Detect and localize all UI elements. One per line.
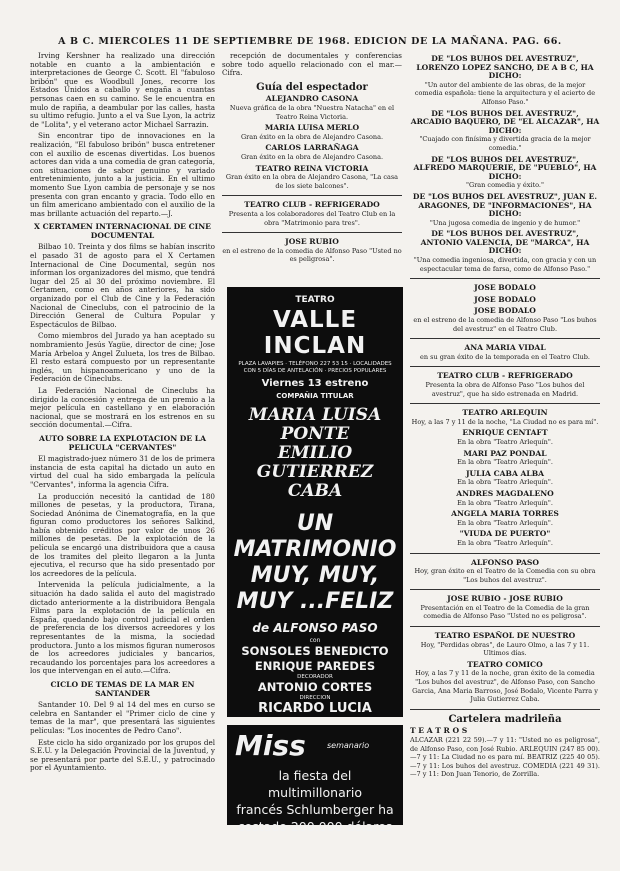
ad-theater-info: PLAZA LAVAPIES · TELÉFONO 227 53 15 · LOCALIDADES CON 5 DÍAS DE ANTELACIÓN · PRECIOS POPULARES <box>238 361 392 374</box>
divider <box>222 232 402 233</box>
guide-entry-desc: Gran éxito en la obra de Alejandro Casona, "La casa de los siete balcones". <box>225 173 399 190</box>
actor-desc: en el estreno de la comedia de Alfonso Paso "Los buhos del avestruz" en el Teatro Club. <box>413 316 597 333</box>
article-paragraph: El magistrado-juez número 31 de los de primera instancia de esta capital ha dictado un auto en virtud del cual ha sido embargada la película "Cervantes", informa la agencia Cifra. <box>30 454 215 489</box>
column-middle <box>222 52 402 312</box>
ad-company: COMPAÑIA TITULAR <box>276 392 354 400</box>
actor-name: ANA MARIA VIDAL <box>464 343 546 353</box>
article-paragraph: Sin encontrar tipo de innovaciones en la realización, "El fabuloso bribón" busca entretener con el auxilio de escenas divertidas. Los buenos actores dan vida a una comedia de gran categoría, con situaciones de sabor genuino y variado entretenimiento, junto a la justicia. En el ultimo momento Sue Lyon cambia de personaje y se nos presenta con gran encanto y gracia. Todo ello en un film americano ambientado con el auxilio de la mas brillante actuación del reparto.—J. <box>30 131 215 218</box>
ad-cast-member: SONSOLES BENEDICTO <box>241 644 389 658</box>
magazine-headline-line: costado 200.000 dólares <box>237 819 393 834</box>
actor-desc: Presentación en el Teatro de la Comedia de la gran comedia de Alfonso Paso "Usted no es peligrosa". <box>420 603 590 621</box>
article-paragraph: La Federación Nacional de Cineclubs ha dirigido la concesión y entrega de un premio a la mejor película en castellano y en elaboración nacional, que se mostrará en los estrenos en su sección documental.—Cifra. <box>30 385 215 430</box>
review-quote: "Gran comedia y éxito." <box>466 181 544 190</box>
theater-name: TEATRO CLUB - REFRIGERADO <box>437 371 573 381</box>
guide-entry-desc: Gran éxito en la obra de Alejandro Casona. <box>240 152 384 161</box>
listings-section: T E A T R O S <box>410 726 468 736</box>
actor-name: ENRIQUE CENTAFT <box>462 428 548 438</box>
divider <box>410 366 600 367</box>
divider <box>410 709 600 710</box>
ad-theater-label: TEATRO <box>295 295 335 305</box>
actor-name: JULIA CABA ALBA <box>465 468 545 478</box>
theater-desc: Hoy, a las 7 y 11 de la noche, "La Ciudad no es para mí". <box>411 417 599 426</box>
article-paragraph: Bilbao 10. Treinta y dos films se habían inscrito el pasado 31 de agosto para el X Certamen Internacional de Cine Documental, según nos informan los organizadores del mismo, que tendrá lugar del 25 al 30 del próximo noviembre. El Certamen, como en años anteriores, ha sido organizado por el Club de Cine y la Federación Nacional de Cineclubs, con el patrocinio de la Dirección General de Cultura Popular y Espectáculos de Bilbao. <box>30 242 215 329</box>
actor-name: ANDRES MAGDALENO <box>456 488 554 498</box>
review-quote-heading: DE "LOS BUHOS DEL AVESTRUZ", LORENZO LOPEZ SANCHO, DE A B C, HA DICHO: <box>416 54 594 81</box>
article-headline: X CERTAMEN INTERNACIONAL DE CINE DOCUMENTAL <box>34 222 211 240</box>
guide-entry-name: TEATRO CLUB - REFRIGERADO <box>244 200 380 210</box>
ad-author: de ALFONSO PASO <box>252 621 378 635</box>
divider <box>410 403 600 404</box>
guide-entry-desc: Presenta a los colaboradores del Teatro Club en la obra "Matrimonio para tres". <box>228 209 396 227</box>
ad-theater-name: VALLE INCLAN <box>263 307 367 359</box>
magazine-advertisement <box>227 725 403 834</box>
listings-text: ALCAZAR (221 22 59).—7 y 11: "Usted no es peligrosa", de Alfonso Paso, con José Rubio. ARLEQUIN (247 85 00).—7 y 11: La Ciudad no es para mí. BEATRIZ (225 40 05).—7 y 11: Los buhos del avestruz. COMEDIA (221 49 31).—7 y 11: Don Juan Tenorio, de Zorrilla. <box>410 736 600 779</box>
play-desc: En la obra "Teatro Arlequín". <box>457 538 553 547</box>
ad-decorator: ANTONIO CORTES <box>257 680 373 694</box>
ad-star-name: MARIA LUISA PONTE <box>248 405 382 444</box>
actor-desc: En la obra "Teatro Arlequín". <box>457 498 553 507</box>
review-quote: "Una jugosa comedia de ingenio y de humor." <box>429 218 581 227</box>
ad-director: RICARDO LUCIA <box>258 701 372 716</box>
column-right <box>410 52 600 852</box>
article-headline: AUTO SOBRE LA EXPLOTACION DE LA PELICULA "CERVANTES" <box>38 433 207 452</box>
divider <box>410 553 600 554</box>
review-quote-heading: DE "LOS BUHOS DEL AVESTRUZ", JUAN E. ARAGONES, DE "INFORMACIONES", HA DICHO: <box>412 191 598 219</box>
divider <box>410 338 600 339</box>
guide-entry-name: MARIA LUISA MERLO <box>264 123 360 133</box>
article-headline: CICLO DE TEMAS DE LA MAR EN SANTANDER <box>50 679 195 698</box>
article-paragraph: La producción necesitó la cantidad de 180 millones de pesetas, y la productora, Tirana, Sociedad Anónima de Cinematografía, en la que figuran como productores los señores Salkind, había obtenido créditos por valor de unos 26 millones de pesetas. De la explotación de la película se encargó una distribuidora que a causa de los tramites del pleito llegaron a la Junta ejecutiva, el recurso que ha sido presentado por los acreedores de la película. <box>30 491 215 578</box>
theater-name: TEATRO ARLEQUIN <box>462 408 548 418</box>
article-paragraph: Irving Kershner ha realizado una dirección notable en cuanto a la ambientación e interpretaciones de George C. Scott. El "fabuloso bribón" que es Woodbull Jones, recorre los Estados Unidos a caballo y engaña a cuantas personas caen en su camino. Se le encuentra en mulo de rapiña, a deambular por las calles, hasta su ultimo refugio. Junto a el va Sue Lyon, la actriz de "Lolita", y el veterano actor Michael Sarrazin. <box>30 52 215 129</box>
play-name: "VIUDA DE PUERTO" <box>459 529 551 539</box>
review-quote: "Cuajado con finísima y divertida gracia de la mejor comedia." <box>419 135 591 152</box>
guide-entry-name: TEATRO REINA VICTORIA <box>255 163 369 173</box>
guide-title: Guía del espectador <box>256 81 368 93</box>
article-paragraph: Como miembros del Jurado ya han aceptado su nombramiento Jesús Yagüe, director de cine; Jose María Arbeloa y Angel Zulueta, los tres de Bilbao. El resto estará compuesto por un representante inglés, un hispanoamericano y uno de la Federación de Cineclubs. <box>30 331 215 384</box>
article-paragraph: Intervenida la película judicialmente, a la situación ha dado salida el auto del magistrado dictado anteriormente a la distribuidora Bengala Films para la explotación de la película en España, quedando bajo control judicial el orden de preferencia de los diversos acreedores y los representantes de la misma, la sociedad productora. Junto a los mismos figuran numerosos de los acreedores judiciales y bancarios, recaudando los porcentajes para los acreedores a los que intervengan en el auto.—Cifra. <box>30 580 215 676</box>
review-quote-heading: DE "LOS BUHOS DEL AVESTRUZ", ANTONIO VALENCIA, DE "MARCA", HA DICHO: <box>420 229 590 256</box>
review-quote-heading: DE "LOS BUHOS DEL AVESTRUZ", ALFREDO MARQUERIE, DE "PUEBLO", HA DICHO: <box>413 154 597 181</box>
theater-advertisement <box>227 287 403 717</box>
ad-premiere-date: Viernes 13 estreno <box>261 378 369 389</box>
divider <box>410 278 600 279</box>
divider <box>410 589 600 590</box>
actor-name: ANGELA MARIA TORRES <box>451 509 559 519</box>
ad-play-title: UN MATRIMONIO MUY, MUY, MUY ...FELIZ <box>233 511 397 614</box>
theater-desc: Hoy, "Perdidas obras", de Lauro Olmo, a las 7 y 11. Ultimos días. <box>420 640 590 658</box>
review-quote: "Una comedia ingeniosa, divertida, con gracia y con un espectacular tema de farsa, como de Alfonso Paso." <box>413 256 597 273</box>
actor-name: JOSE BODALO <box>474 306 536 316</box>
divider <box>222 195 402 196</box>
column-left <box>30 52 215 852</box>
guide-entry-desc: Gran éxito en la obra de Alejandro Casona. <box>240 132 384 141</box>
actor-name: JOSE BODALO <box>474 294 536 304</box>
article-paragraph: Santander 10. Del 9 al 14 del mes en curso se celebra en Santander el "Primer ciclo de cine y temas de la mar", que presentará las siguientes películas: "Los inocentes de Pedro Cano". <box>30 700 215 735</box>
article-paragraph: Este ciclo ha sido organizado por los grupos del S.E.U. y la Delegación Provincial de la Juventud, y se presentará por parte del S.E.U., y patrocinado por el Ayuntamiento. <box>30 737 215 773</box>
ad-star-name: EMILIO GUTIERREZ CABA <box>256 443 374 501</box>
actor-desc: En la obra "Teatro Arlequín". <box>457 518 553 527</box>
actor-desc: En la obra "Teatro Arlequín". <box>457 437 553 446</box>
author-desc: Hoy, gran éxito en el Teatro de la Comedia con su obra "Los buhos del avestruz". <box>414 567 596 584</box>
actor-name: JOSE RUBIO - JOSE RUBIO <box>447 594 563 604</box>
guide-entry-name: JOSE RUBIO <box>285 237 339 247</box>
ad-decor-label: DECORADOR <box>297 674 333 680</box>
guide-entry-name: CARLOS LARRAÑAGA <box>265 143 359 153</box>
actor-name: JOSE BODALO <box>474 283 536 293</box>
magazine-brand: Miss <box>235 729 306 762</box>
listings-title: Cartelera madrileña <box>448 713 562 725</box>
page-header: A B C. MIERCOLES 11 DE SEPTIEMBRE DE 1968. EDICION DE LA MAÑANA. PAG. 66. <box>58 36 562 47</box>
review-quote-heading: DE "LOS BUHOS DEL AVESTRUZ", ARCADIO BAQUERO, DE "EL ALCAZAR", HA DICHO: <box>410 108 600 135</box>
magazine-tagline: semanario <box>327 741 370 750</box>
guide-entry-name: ALEJANDRO CASONA <box>265 94 359 104</box>
magazine-headline-line: la fiesta del multimillonario <box>267 768 363 800</box>
actor-desc: En la obra "Teatro Arlequín". <box>457 478 553 487</box>
theater-name: TEATRO ESPAÑOL DE NUESTRO <box>434 631 576 641</box>
author-name: ALFONSO PASO <box>470 557 540 567</box>
ad-cast-member: ENRIQUE PAREDES <box>254 659 376 673</box>
actor-desc: En la obra "Teatro Arlequín". <box>457 458 553 467</box>
theater-desc: Hoy, a las 7 y 11 de la noche, gran éxito de la comedia "Los buhos del avestruz", de Alfonso Paso, con Sancho Garcia, Ana Maria Barroso, José Bodalo, Vicente Parra y Julia Gutierrez Caba. <box>412 669 598 704</box>
theater-desc: Presenta la obra de Alfonso Paso "Los buhos del avestruz", que ha sido estrenada en Madrid. <box>425 381 585 398</box>
ad-direction-label: DIRECCION <box>299 695 331 701</box>
guide-entry-desc: Nueva gráfica de la obra "Nuestra Natacha" en el Teatro Reina Victoria. <box>229 103 395 121</box>
divider <box>410 626 600 627</box>
review-quote: "Un autor del ambiente de las obras, de la mejor comedia española: tiene la arquitectura y el acierto de Alfonso Paso." <box>414 80 596 106</box>
theater-name: TEATRO COMICO <box>467 659 543 669</box>
actor-desc: en su gran éxito de la temporada en el Teatro Club. <box>420 352 590 361</box>
actor-name: MARI PAZ PONDAL <box>463 448 547 458</box>
magazine-headline-line: francés Schlumberger ha <box>236 802 394 817</box>
guide-entry-desc: en el estreno de la comedia de Alfonso Paso "Usted no es peligrosa". <box>222 246 402 264</box>
article-paragraph: recepción de documentales y conferencias sobre todo aquello relacionado con el mar.—Cifra. <box>222 52 402 78</box>
ad-with-label: con <box>309 637 321 644</box>
